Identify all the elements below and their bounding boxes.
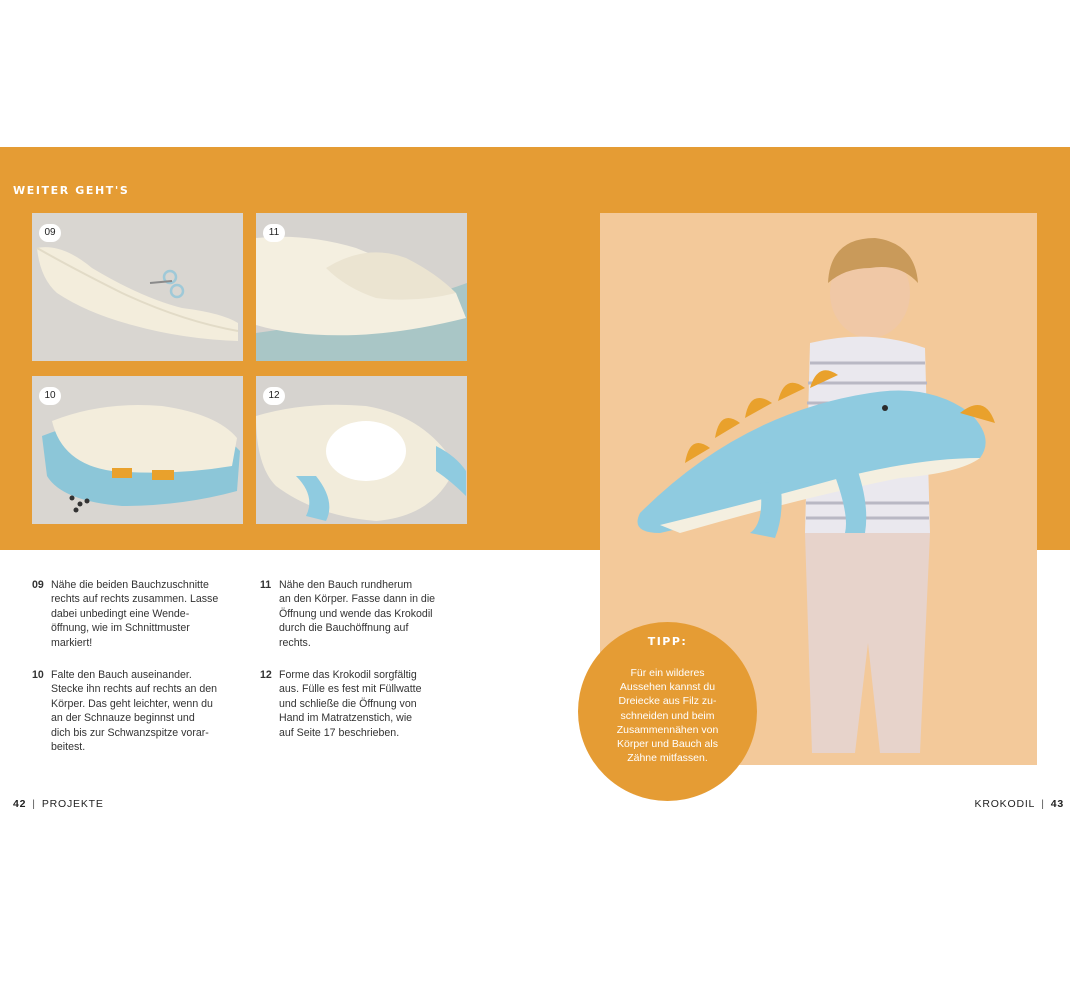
tip-circle [578,622,757,801]
step-09 [32,578,262,658]
step-11 [260,578,490,658]
footer-separator: | [1041,798,1045,810]
step-text: Forme das Krokodil sorgfältig aus. Fülle es fest mit Füllwatte und schließe die Öffnung von Hand im Matratzenstich, wie auf Seite 17 beschrieben. [279,669,422,739]
footer-left [13,798,104,810]
footer-section-right: KROKODIL [974,798,1036,810]
step-number: 09 [32,579,44,591]
footer-right [975,798,1064,810]
step-number: 10 [32,669,44,681]
tip-title: TIPP: [647,635,688,648]
step-text: Falte den Bauch auseinander. Stecke ihn rechts auf rechts an den Körper. Das geht leichter, wenn du an der Schnauze beginnst und dich bis zur Schwanzspitze vorar- beitest. [51,669,218,754]
step-photo-12 [256,376,467,524]
page-number-right: 43 [1050,798,1064,810]
footer-section-left: PROJEKTE [41,798,104,810]
photo-number: 09 [39,224,61,242]
footer-separator: | [32,798,36,810]
step-photo-11 [256,213,467,361]
photo-number: 11 [263,224,285,242]
photo-number: 10 [39,387,61,405]
step-number: 12 [260,669,272,681]
step-text: Nähe den Bauch rundherum an den Körper. Fasse dann in die Öffnung und wende das Krokodil durch die Bauchöffnung auf rechts. [279,579,436,649]
step-10 [32,668,262,758]
tip-text: Für ein wilderes Aussehen kannst du Dreiecke aus Filz zu- schneiden und beim Zusammennähen von Körper und Bauch als Zähne mitfassen. [616,667,719,765]
photo-number: 12 [263,387,285,405]
step-number: 11 [260,579,272,591]
step-photo-10 [32,376,243,524]
step-12 [260,668,490,748]
section-label: WEITER GEHT'S [13,184,130,197]
step-photo-09 [32,213,243,361]
step-text: Nähe die beiden Bauchzuschnitte rechts auf rechts zusammen. Lasse dabei unbedingt eine Wende- öffnung, wie im Schnittmuster markiert! [51,579,219,649]
page-number-left: 42 [13,798,27,810]
